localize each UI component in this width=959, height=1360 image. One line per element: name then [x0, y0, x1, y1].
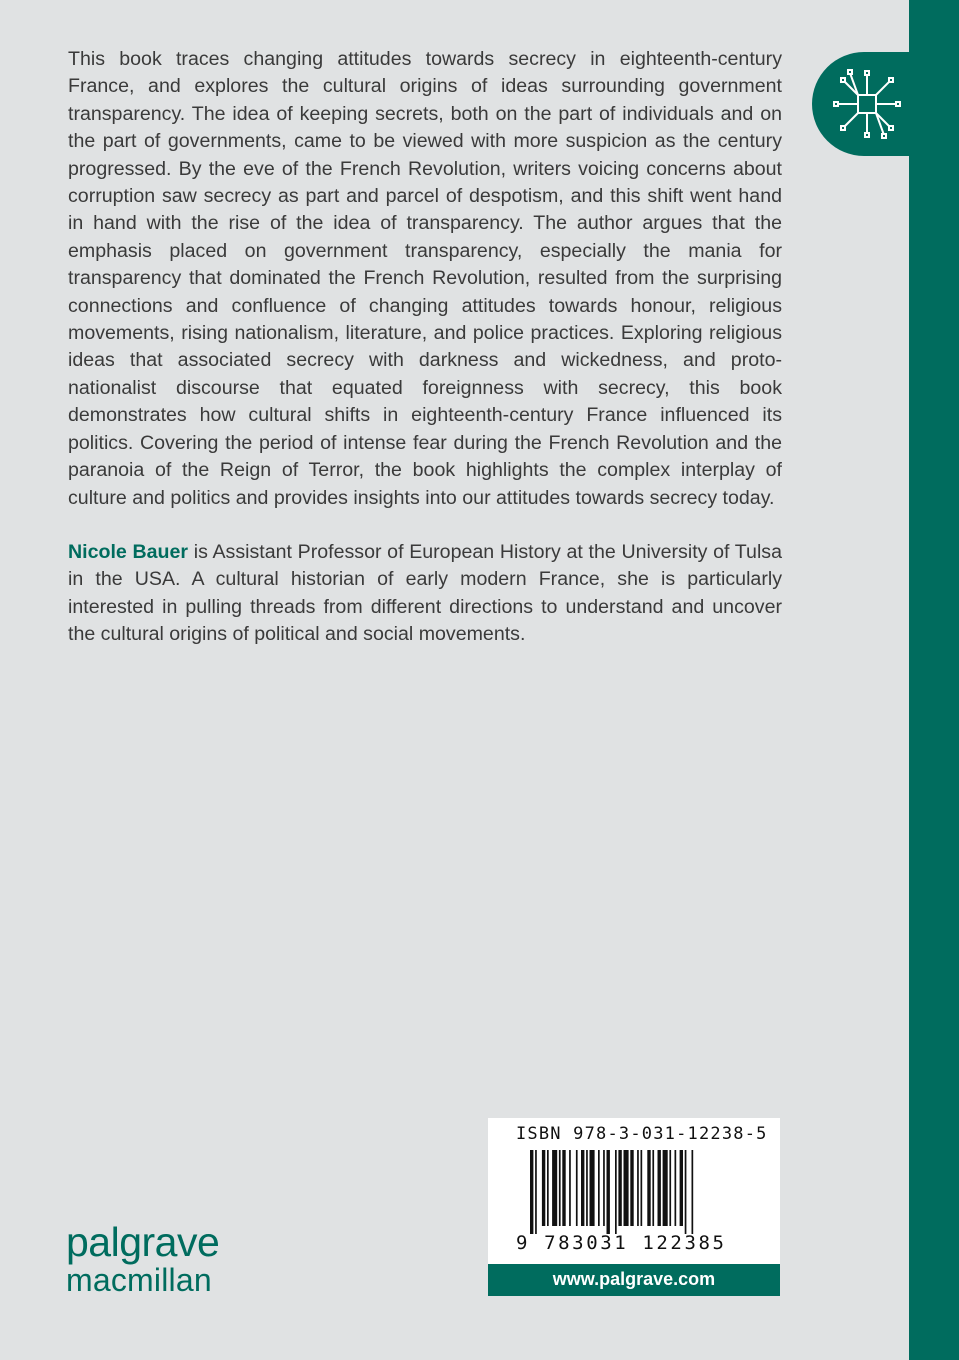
barcode-bar [692, 1150, 694, 1234]
barcode-bar [663, 1150, 668, 1226]
barcode-icon [530, 1150, 736, 1234]
barcode-bar [590, 1150, 595, 1226]
barcode-bar [542, 1150, 545, 1226]
barcode-bar [680, 1150, 683, 1226]
barcode-bar [675, 1150, 677, 1226]
barcode-bar [618, 1150, 621, 1226]
barcode-bar [658, 1150, 661, 1226]
barcode-bar [652, 1150, 654, 1226]
barcode-bar [559, 1150, 561, 1226]
barcode-digits: 9 783031 122385 [516, 1232, 727, 1254]
publisher-name-line2: macmillan [66, 1262, 212, 1298]
barcode-bar [535, 1150, 537, 1234]
barcode-bar [630, 1150, 633, 1226]
publisher-name-line1: palgrave [66, 1219, 220, 1265]
barcode-bar [637, 1150, 639, 1226]
barcode-bar [624, 1150, 629, 1226]
barcode-bar [607, 1150, 610, 1234]
barcode-bar [581, 1150, 584, 1226]
barcode-bar [576, 1150, 578, 1226]
publisher-url: www.palgrave.com [488, 1264, 780, 1296]
book-description: This book traces changing attitudes towards secrecy in eighteenth-century France, and explores the cultural origins of ideas surrounding government transparency. The idea of keeping secrets, both on the part of individuals and on the part of governments, came to be viewed with more suspicion as the century progressed. By the eve of the French Revolution, writers voicing concerns about corruption saw secrecy as part and parcel of despotism, and this shift went hand in hand with the rise of the idea of transparency. The author argues that the emphasis placed on government transparency, especially the mania for transparency that dominated the French Revolution, resulted from the surprising connections and confluence of changing attitudes towards honour, religious movements, rising nationalism, literature, and police practices. Exploring religious ideas that associated secrecy with darkness and wickedness, and proto-nationalist discourse that equated foreignness with secrecy, this book demonstrates how cultural shifts in eighteenth-century France influenced its politics. Covering the period of intense fear during the French Revolution and the paranoia of the Reign of Terror, the book highlights the complex interplay of culture and politics and provides insights into our attitudes towards secrecy today. [68, 48, 782, 509]
isbn-label: ISBN 978-3-031-12238-5 [516, 1124, 768, 1144]
barcode-bar [586, 1150, 588, 1226]
barcode-bar [641, 1150, 643, 1226]
isbn-barcode-box [488, 1118, 780, 1264]
author-name: Nicole Bauer [68, 540, 189, 563]
barcode-bar [547, 1150, 549, 1226]
author-bio [68, 539, 782, 649]
publisher-logo [66, 1219, 220, 1298]
publisher-logo-tab [812, 52, 909, 156]
spine-strip [909, 0, 959, 1360]
barcode-bar [647, 1150, 650, 1226]
barcode-bar [598, 1150, 600, 1226]
barcode-bar [669, 1150, 671, 1226]
barcode-bar [685, 1150, 687, 1234]
palgrave-network-icon [830, 67, 904, 141]
author-bio-text: is Assistant Professor of European History at the University of Tulsa in the USA. A cultural historian of early modern France, she is particularly interested in pulling threads from different directions to understand and uncover the cultural origins of political and social movements. [68, 540, 782, 646]
barcode-bar [562, 1150, 565, 1226]
back-cover-text [68, 46, 782, 649]
barcode-bar [552, 1150, 557, 1226]
barcode-bar [603, 1150, 605, 1226]
barcode-bar [615, 1150, 617, 1234]
barcode-bar [569, 1150, 571, 1226]
barcode-bar [530, 1150, 533, 1234]
